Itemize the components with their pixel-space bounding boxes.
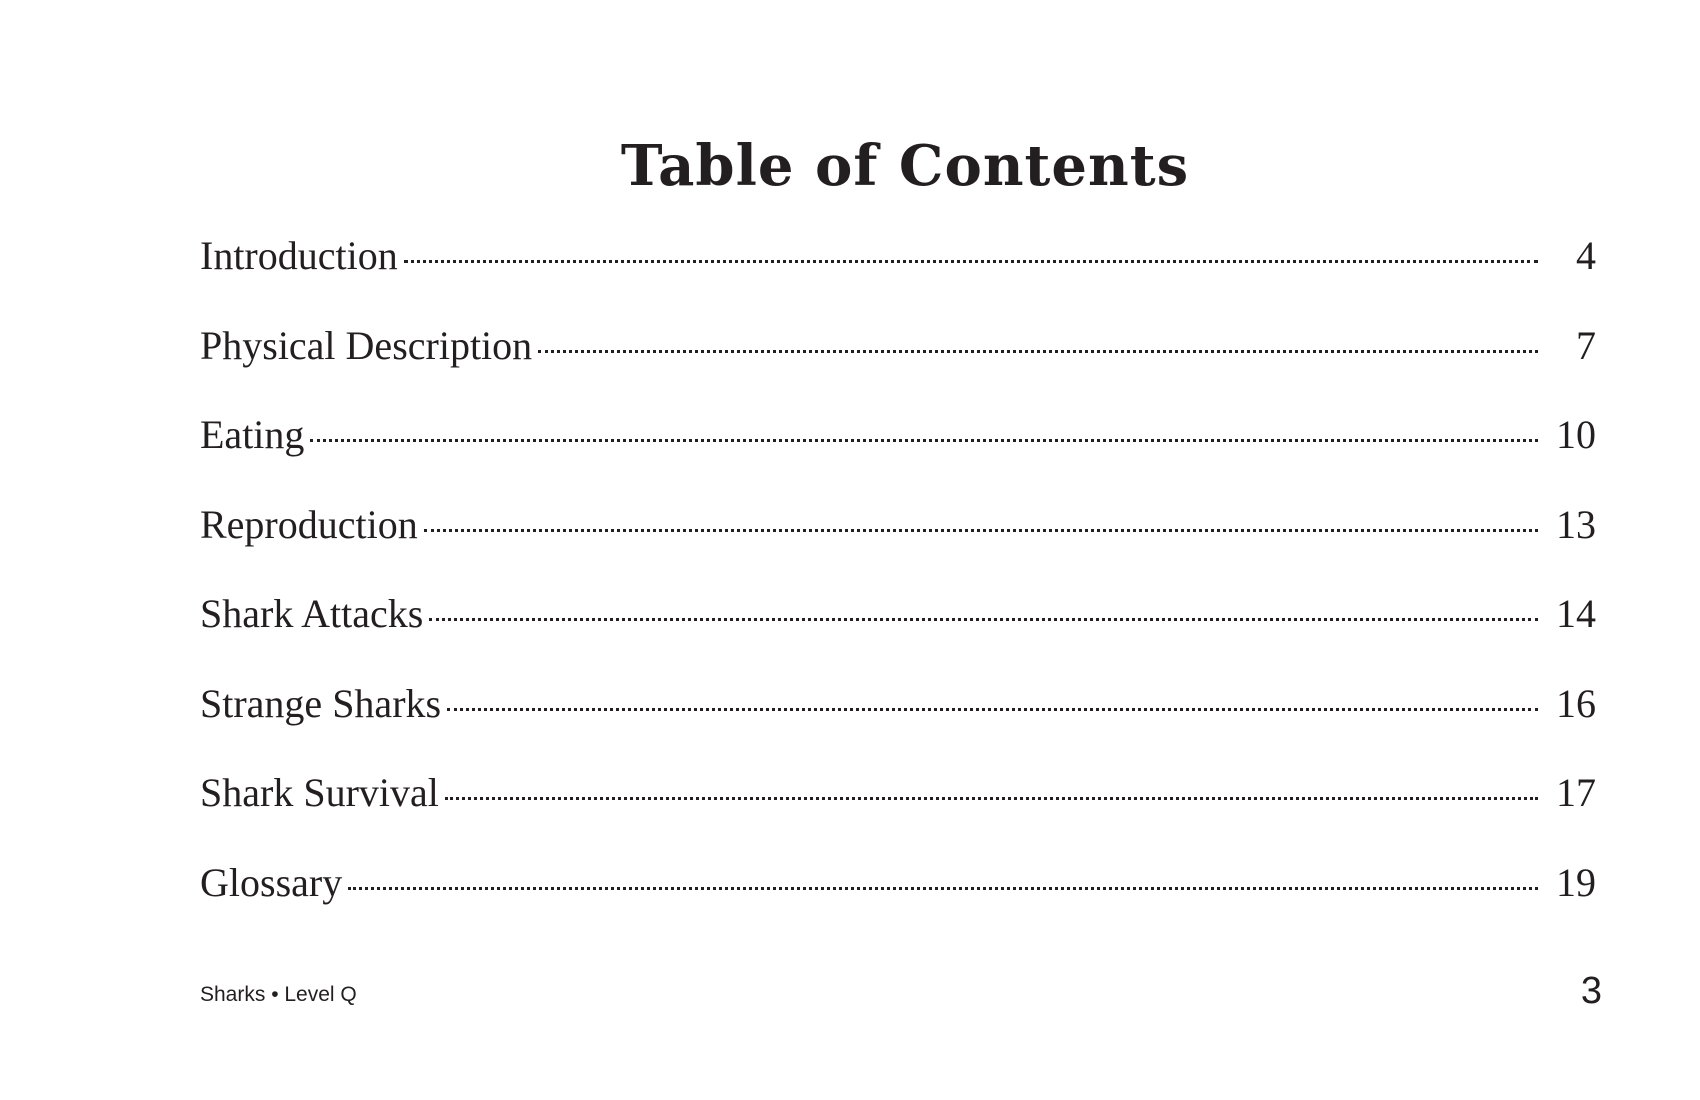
book-info-footer: Sharks • Level Q (200, 983, 357, 1006)
toc-entry-page: 4 (1576, 233, 1596, 278)
toc-entry-strange-sharks[interactable] (200, 680, 1596, 774)
dot-leader (445, 797, 1538, 800)
dot-leader (348, 887, 1538, 890)
toc-entry-page: 13 (1556, 501, 1596, 547)
table-of-contents (200, 233, 1596, 952)
dot-leader (429, 618, 1538, 621)
page-title: Table of Contents (620, 133, 1190, 199)
toc-entry-label: Introduction (200, 233, 398, 278)
dot-leader (447, 708, 1538, 711)
dot-leader (310, 439, 1538, 442)
toc-entry-label: Shark Attacks (200, 591, 424, 636)
toc-entry-glossary[interactable] (200, 859, 1596, 953)
toc-entry-page: 16 (1556, 680, 1596, 726)
dot-leader (538, 350, 1538, 353)
toc-entry-page: 19 (1556, 859, 1596, 905)
toc-entry-eating[interactable] (200, 412, 1596, 505)
toc-entry-introduction[interactable] (200, 233, 1596, 326)
toc-entry-page: 14 (1556, 591, 1596, 636)
toc-entry-label: Reproduction (200, 501, 418, 547)
toc-entry-label: Physical Description (200, 322, 533, 368)
toc-entry-label: Eating (200, 412, 305, 457)
toc-entry-physical-description[interactable] (200, 322, 1596, 416)
toc-entry-reproduction[interactable] (200, 501, 1596, 595)
toc-entry-label: Glossary (200, 859, 343, 905)
toc-entry-page: 10 (1556, 412, 1596, 457)
dot-leader (424, 529, 1538, 532)
toc-entry-page: 17 (1556, 770, 1596, 815)
page-number: 3 (1580, 970, 1602, 1012)
toc-entry-shark-survival[interactable] (200, 770, 1596, 863)
toc-entry-label: Strange Sharks (200, 680, 442, 726)
dot-leader (404, 260, 1538, 263)
toc-entry-label: Shark Survival (200, 770, 439, 815)
toc-entry-page: 7 (1576, 322, 1596, 368)
toc-entry-shark-attacks[interactable] (200, 591, 1596, 684)
